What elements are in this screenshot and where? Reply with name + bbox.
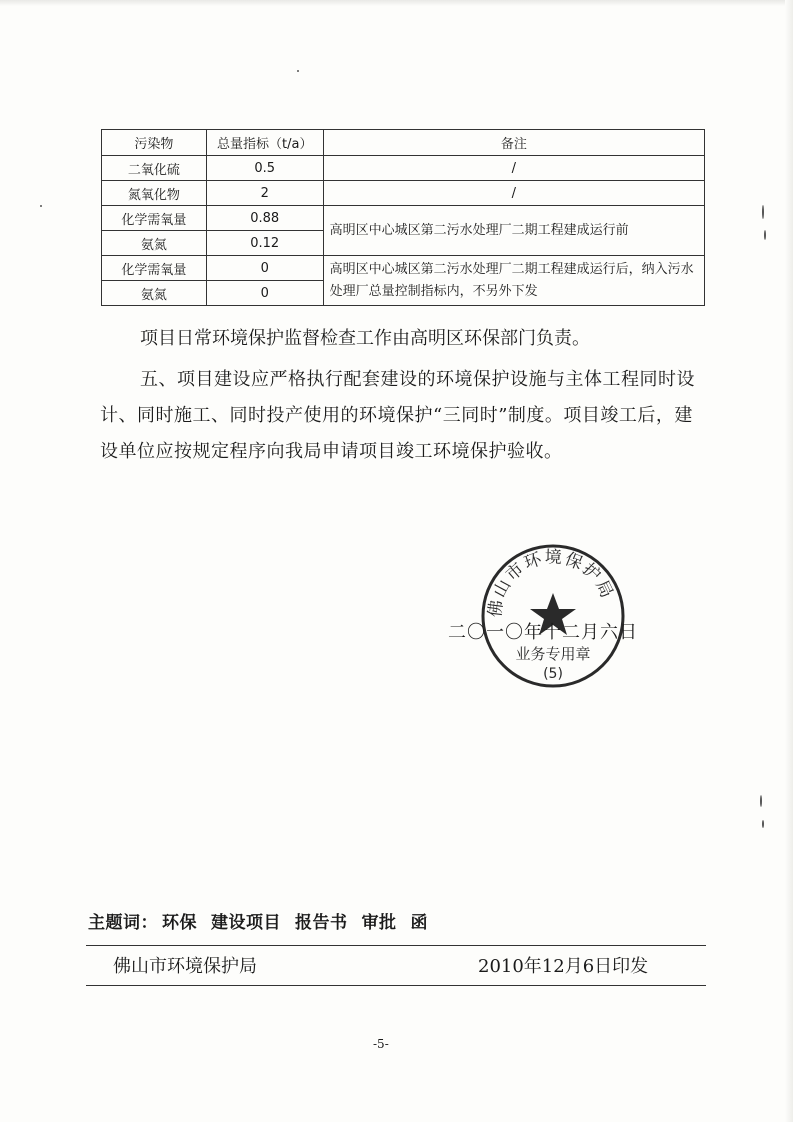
- divider: [86, 985, 706, 986]
- cell-pollutant: 化学需氧量: [102, 206, 207, 231]
- scan-artifact: [762, 205, 764, 219]
- page-number: -5-: [373, 1037, 389, 1051]
- cell-value: 0.5: [206, 156, 323, 181]
- signature-date: 二〇一〇年十二月六日: [448, 622, 638, 643]
- subject-term: 环保: [162, 913, 197, 933]
- cell-note: /: [323, 156, 704, 181]
- table-row: [102, 206, 705, 231]
- subject-term: 建设项目: [211, 913, 281, 933]
- header-pollutant: 污染物: [102, 130, 207, 156]
- scan-edge: [785, 0, 793, 1122]
- table-header-row: [102, 130, 705, 156]
- table-row: [102, 181, 705, 206]
- seal-graphic: [478, 541, 628, 691]
- subject-label: 主题词：: [88, 913, 158, 933]
- subject-term: 报告书: [295, 913, 348, 933]
- cell-note-after: 高明区中心城区第二污水处理厂二期工程建成运行后，纳入污水处理厂总量控制指标内，不另外下发: [323, 256, 704, 306]
- paragraph-three-simultaneous: 五、项目建设应严格执行配套建设的环境保护设施与主体工程同时设计、同时施工、同时投产使用的环境保护“三同时”制度。项目竣工后，建设单位应按规定程序向我局申请项目竣工环境保护验收。: [100, 369, 695, 462]
- official-seal: [478, 541, 628, 691]
- seal-number: (5): [543, 666, 563, 682]
- cell-pollutant: 化学需氧量: [102, 256, 207, 281]
- scan-artifact: [762, 820, 764, 828]
- issuer: 佛山市环境保护局: [113, 956, 257, 977]
- scan-artifact: [297, 70, 299, 72]
- cell-pollutant: 氨氮: [102, 281, 207, 306]
- seal-subtitle: 业务专用章: [515, 645, 591, 663]
- cell-note: /: [323, 181, 704, 206]
- divider: [86, 945, 706, 946]
- subject-terms: [88, 908, 442, 933]
- cell-value: 2: [206, 181, 323, 206]
- scan-artifact: [40, 205, 42, 207]
- cell-value: 0: [206, 281, 323, 306]
- table-row: [102, 156, 705, 181]
- scan-edge: [0, 0, 793, 6]
- cell-value: 0.12: [206, 231, 323, 256]
- cell-note-before: 高明区中心城区第二污水处理厂二期工程建成运行前: [323, 206, 704, 256]
- table-row: [102, 256, 705, 281]
- subject-term: 审批: [361, 913, 397, 933]
- seal-arc-text: 佛山市环境保护局: [485, 547, 618, 619]
- issue-date: 2010年12月6日印发: [478, 956, 649, 977]
- cell-pollutant: 氮氧化物: [102, 181, 207, 206]
- subject-term: 函: [410, 913, 428, 933]
- scan-artifact: [760, 795, 762, 807]
- header-note: 备注: [323, 130, 704, 156]
- paragraph-supervision: 项目日常环境保护监督检查工作由高明区环保部门负责。: [140, 328, 590, 349]
- cell-value: 0: [206, 256, 323, 281]
- cell-pollutant: 二氧化硫: [102, 156, 207, 181]
- emission-quota-table: [101, 129, 705, 306]
- header-quota: 总量指标（t/a）: [206, 130, 323, 156]
- cell-pollutant: 氨氮: [102, 231, 207, 256]
- scan-artifact: [764, 230, 766, 240]
- cell-value: 0.88: [206, 206, 323, 231]
